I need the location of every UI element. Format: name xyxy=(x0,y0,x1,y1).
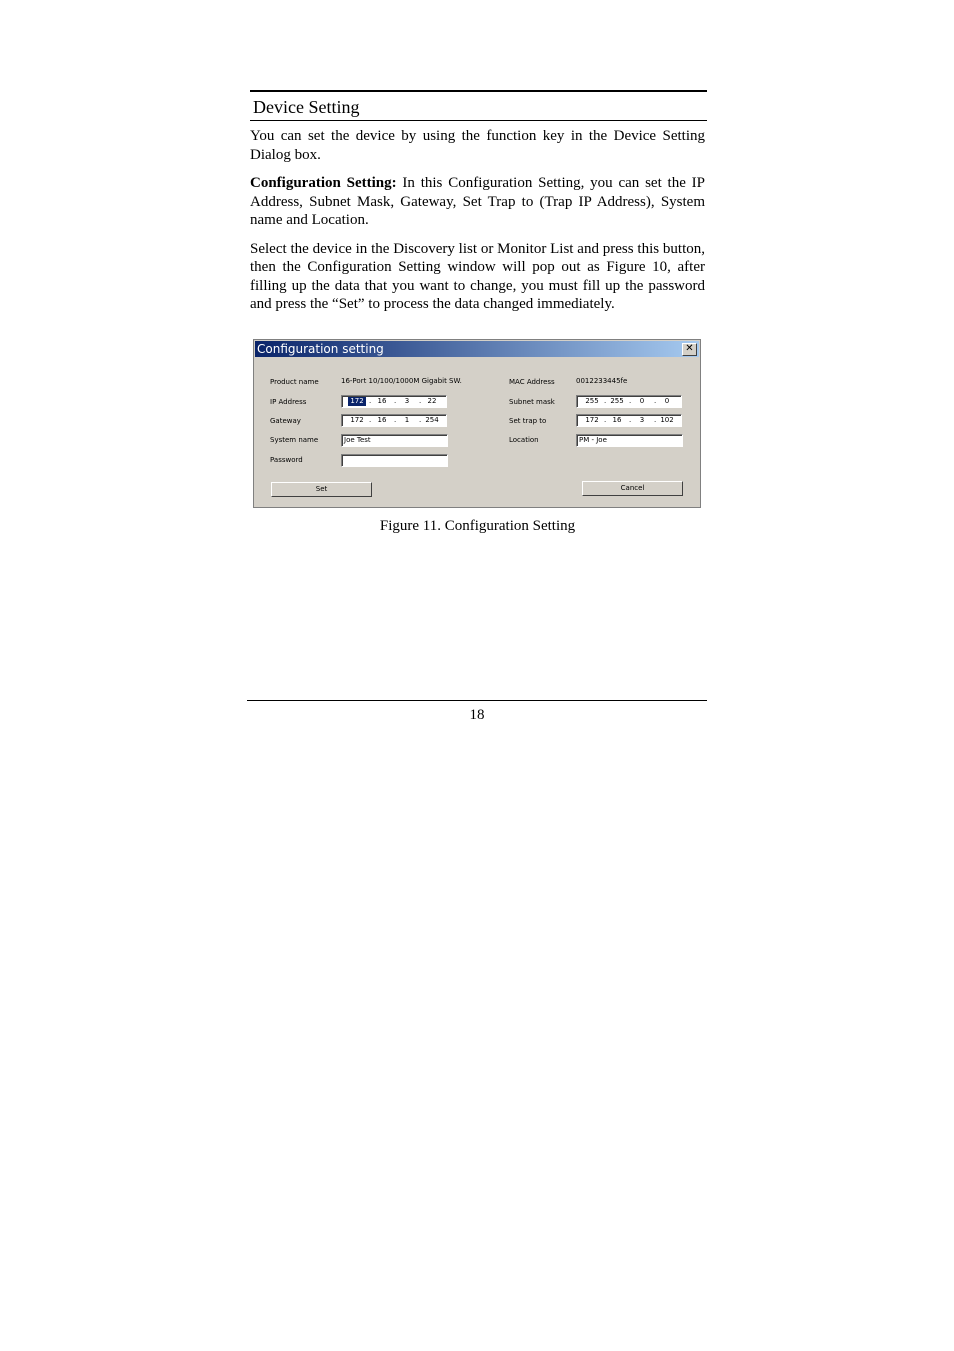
mac-address-label: MAC Address xyxy=(509,378,555,386)
instructions-paragraph: Select the device in the Discovery list or Monitor List and press this button, then the Configuration Setting window will pop out as Figure 10, after filling up the data that you want to change, you must fill up the password and press the “Set” to process the data changed immediately. xyxy=(250,240,705,312)
gateway-field[interactable] xyxy=(341,414,447,427)
mask-dot: . xyxy=(629,397,632,405)
ip-octet-1: 172 xyxy=(348,397,366,406)
figure-caption: Figure 11. Configuration Setting xyxy=(379,518,576,534)
trap-octet-3: 3 xyxy=(639,416,645,424)
subnet-mask-label: Subnet mask xyxy=(509,398,555,406)
set-button[interactable]: Set xyxy=(271,482,372,497)
product-name-label: Product name xyxy=(270,378,319,386)
config-setting-paragraph xyxy=(250,174,705,230)
subnet-mask-field[interactable] xyxy=(576,395,682,408)
ip-octet-2: 16 xyxy=(377,397,387,405)
ip-dot: . xyxy=(419,397,422,405)
location-field[interactable] xyxy=(576,434,683,447)
trap-octet-4: 102 xyxy=(660,416,674,424)
configuration-setting-dialog xyxy=(253,339,701,508)
config-setting-description: In this Configuration Setting, you can set the IP Address, Subnet Mask, Gateway, Set Trap to (Trap IP Address), System name and Location. xyxy=(250,175,706,228)
mask-octet-4: 0 xyxy=(664,397,670,405)
mask-octet-2: 255 xyxy=(610,397,624,405)
gateway-octet-1: 172 xyxy=(350,416,364,424)
config-setting-term: Configuration Setting: xyxy=(250,175,397,191)
system-name-label: System name xyxy=(270,436,319,444)
password-label: Password xyxy=(270,456,303,464)
section-title: Device Setting xyxy=(250,90,707,121)
trap-dot: . xyxy=(654,416,657,424)
product-name-value: 16-Port 10/100/1000M Gigabit SW. xyxy=(341,377,462,385)
dialog-title: Configuration setting xyxy=(257,342,384,356)
gateway-dot: . xyxy=(419,416,422,424)
ip-address-label: IP Address xyxy=(270,398,307,406)
set-trap-to-field[interactable] xyxy=(576,414,682,427)
mac-address-value: 0012233445fe xyxy=(576,377,628,385)
location-label: Location xyxy=(509,436,539,444)
location-value: PM - Joe xyxy=(579,436,607,444)
set-trap-to-label: Set trap to xyxy=(509,417,547,425)
mask-dot: . xyxy=(654,397,657,405)
mask-dot: . xyxy=(604,397,607,405)
ip-address-field[interactable] xyxy=(341,395,447,408)
trap-dot: . xyxy=(604,416,607,424)
ip-dot: . xyxy=(369,397,372,405)
mask-octet-1: 255 xyxy=(585,397,599,405)
system-name-value: Joe Test xyxy=(344,436,371,444)
close-icon[interactable]: ✕ xyxy=(682,343,697,356)
gateway-octet-3: 1 xyxy=(404,416,410,424)
trap-octet-1: 172 xyxy=(585,416,599,424)
cancel-button[interactable]: Cancel xyxy=(582,481,683,496)
gateway-dot: . xyxy=(394,416,397,424)
gateway-octet-4: 254 xyxy=(425,416,439,424)
intro-paragraph: You can set the device by using the function key in the Device Setting Dialog box. xyxy=(250,128,705,163)
trap-octet-2: 16 xyxy=(612,416,622,424)
document-page xyxy=(250,90,707,314)
gateway-dot: . xyxy=(369,416,372,424)
ip-octet-3: 3 xyxy=(404,397,410,405)
mask-octet-3: 0 xyxy=(639,397,645,405)
gateway-octet-2: 16 xyxy=(377,416,387,424)
trap-dot: . xyxy=(629,416,632,424)
footer-divider xyxy=(247,700,707,701)
ip-octet-4: 22 xyxy=(427,397,437,405)
page-number: 18 xyxy=(469,707,485,723)
gateway-label: Gateway xyxy=(270,417,301,425)
dialog-titlebar[interactable] xyxy=(255,341,699,357)
password-field[interactable] xyxy=(341,454,448,467)
ip-dot: . xyxy=(394,397,397,405)
system-name-field[interactable] xyxy=(341,434,448,447)
